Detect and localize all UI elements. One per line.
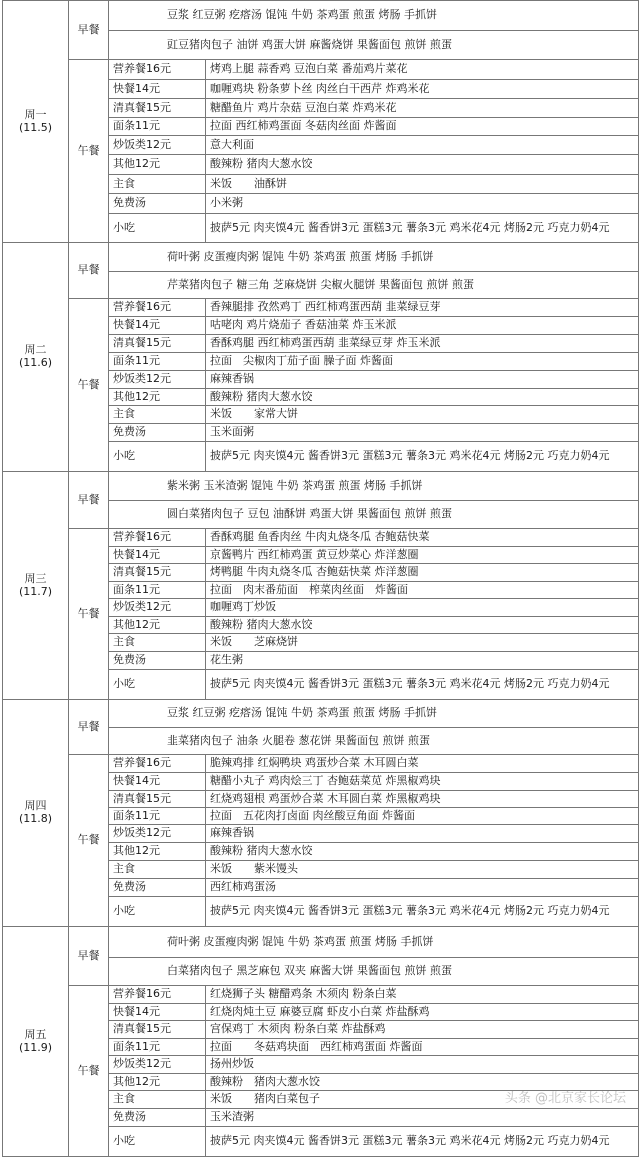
lunch-item-name: 其他12元 [109, 617, 206, 634]
day-date: (11.5) [18, 120, 53, 134]
lunch-item-dishes: 糖醋鱼片 鸡片杂菇 豆泡白菜 炸鸡米花 [206, 99, 639, 118]
lunch-item-name: 炒饭类12元 [109, 599, 206, 617]
breakfast-row [3, 243, 639, 272]
lunch-item-name: 主食 [109, 861, 206, 879]
lunch-item-dishes: 香酥鸡腿 西红柿鸡蛋西葫 韭菜绿豆芽 炸玉米派 [206, 335, 639, 353]
lunch-item-name: 小吃 [109, 670, 206, 700]
lunch-row [3, 299, 639, 317]
lunch-item-dishes: 拉面 肉末番茄面 榨菜肉丝面 炸酱面 [206, 582, 639, 599]
lunch-item-dishes: 扬州炒饭 [206, 1056, 639, 1074]
lunch-item-name: 免费汤 [109, 424, 206, 442]
lunch-item-name: 清真餐15元 [109, 1021, 206, 1039]
lunch-row [3, 60, 639, 80]
lunch-item-dishes: 酸辣粉 猪肉大葱水饺 [206, 843, 639, 861]
lunch-item-dishes: 酸辣粉 猪肉大葱水饺 [206, 389, 639, 406]
lunch-item-dishes: 米饭 芝麻烧饼 [206, 634, 639, 652]
lunch-item-name: 快餐14元 [109, 80, 206, 99]
lunch-item-name: 清真餐15元 [109, 564, 206, 582]
lunch-item-dishes: 香辣腿排 孜然鸡丁 西红柿鸡蛋西葫 韭菜绿豆芽 [206, 299, 639, 317]
day-name: 周二 [24, 343, 47, 357]
breakfast-items: 紫米粥 玉米渣粥 馄饨 牛奶 茶鸡蛋 煎蛋 烤肠 手抓饼 [109, 472, 639, 501]
lunch-item-dishes: 红烧鸡翅根 鸡蛋炒合菜 木耳圆白菜 炸黑椒鸡块 [206, 791, 639, 808]
lunch-item-dishes: 咕咾肉 鸡片烧茄子 香菇油菜 炸玉米派 [206, 317, 639, 335]
breakfast-items: 豆浆 红豆粥 疙瘩汤 馄饨 牛奶 茶鸡蛋 煎蛋 烤肠 手抓饼 [109, 700, 639, 728]
lunch-item-name: 其他12元 [109, 1074, 206, 1091]
lunch-item-dishes: 拉面 冬菇鸡块面 西红柿鸡蛋面 炸酱面 [206, 1039, 639, 1056]
lunch-item-name: 小吃 [109, 442, 206, 472]
lunch-item-name: 小吃 [109, 1127, 206, 1157]
lunch-item-dishes: 麻辣香锅 [206, 825, 639, 843]
lunch-label: 午餐 [69, 986, 109, 1157]
lunch-item-dishes: 西红柿鸡蛋汤 [206, 879, 639, 897]
lunch-item-dishes: 香酥鸡腿 鱼香肉丝 牛肉丸烧冬瓜 杏鲍菇快菜 [206, 529, 639, 547]
lunch-row [3, 986, 639, 1004]
lunch-item-name: 主食 [109, 406, 206, 424]
day-cell [3, 472, 69, 700]
lunch-item-name: 清真餐15元 [109, 791, 206, 808]
lunch-item-dishes: 小米粥 [206, 194, 639, 214]
lunch-item-dishes: 咖喱鸡丁炒饭 [206, 599, 639, 617]
lunch-item-dishes: 玉米渣粥 [206, 1109, 639, 1127]
lunch-item-name: 免费汤 [109, 1109, 206, 1127]
lunch-item-dishes: 披萨5元 肉夹馍4元 酱香饼3元 蛋糕3元 薯条3元 鸡米花4元 烤肠2元 巧克力奶4元 [206, 1127, 639, 1157]
lunch-item-dishes: 脆辣鸡排 红焖鸭块 鸡蛋炒合菜 木耳圆白菜 [206, 755, 639, 773]
breakfast-items: 白菜猪肉包子 黑芝麻包 双夹 麻酱大饼 果酱面包 煎饼 煎蛋 [109, 958, 639, 986]
lunch-item-name: 其他12元 [109, 843, 206, 861]
lunch-item-name: 其他12元 [109, 155, 206, 175]
day-name: 周五 [24, 1027, 47, 1041]
menu-body [3, 1, 639, 1157]
day-cell [3, 1, 69, 243]
breakfast-row [3, 1, 639, 31]
lunch-item-dishes: 玉米面粥 [206, 424, 639, 442]
lunch-item-dishes: 酸辣粉 猪肉大葱水饺 [206, 155, 639, 175]
lunch-item-dishes: 米饭 油酥饼 [206, 175, 639, 194]
day-cell [3, 927, 69, 1157]
lunch-item-name: 快餐14元 [109, 547, 206, 564]
day-date: (11.6) [18, 356, 53, 369]
breakfast-items: 豆浆 红豆粥 疙瘩汤 馄饨 牛奶 茶鸡蛋 煎蛋 烤肠 手抓饼 [109, 1, 639, 31]
lunch-item-dishes: 披萨5元 肉夹馍4元 酱香饼3元 蛋糕3元 薯条3元 鸡米花4元 烤肠2元 巧克力奶4元 [206, 442, 639, 472]
breakfast-items: 韭菜猪肉包子 油条 火腿卷 葱花饼 果酱面包 煎饼 煎蛋 [109, 728, 639, 755]
day-name: 周三 [24, 571, 47, 585]
lunch-item-name: 面条11元 [109, 582, 206, 599]
lunch-item-name: 面条11元 [109, 1039, 206, 1056]
day-name: 周四 [24, 799, 47, 813]
lunch-item-name: 面条11元 [109, 353, 206, 371]
breakfast-label: 早餐 [69, 472, 109, 529]
lunch-item-dishes: 红烧狮子头 糖醋鸡条 木须肉 粉条白菜 [206, 986, 639, 1004]
lunch-item-name: 其他12元 [109, 389, 206, 406]
lunch-item-dishes: 米饭 猪肉白菜包子 [206, 1091, 639, 1109]
lunch-item-dishes: 拉面 尖椒肉丁茄子面 臊子面 炸酱面 [206, 353, 639, 371]
breakfast-label: 早餐 [69, 243, 109, 299]
day-date: (11.9) [18, 1040, 53, 1054]
lunch-item-dishes: 米饭 紫米馒头 [206, 861, 639, 879]
lunch-item-dishes: 酸辣粉 猪肉大葱水饺 [206, 617, 639, 634]
breakfast-items: 圆白菜猪肉包子 豆包 油酥饼 鸡蛋大饼 果酱面包 煎饼 煎蛋 [109, 501, 639, 529]
lunch-item-name: 炒饭类12元 [109, 136, 206, 155]
lunch-item-dishes: 京酱鸭片 西红柿鸡蛋 黄豆炒菜心 炸洋葱圈 [206, 547, 639, 564]
lunch-item-name: 小吃 [109, 897, 206, 927]
lunch-label: 午餐 [69, 299, 109, 472]
lunch-item-dishes: 米饭 家常大饼 [206, 406, 639, 424]
day-cell [3, 700, 69, 927]
lunch-item-name: 快餐14元 [109, 773, 206, 791]
lunch-item-dishes: 拉面 西红柿鸡蛋面 冬菇肉丝面 炸酱面 [206, 118, 639, 136]
breakfast-label: 早餐 [69, 927, 109, 986]
breakfast-label: 早餐 [69, 1, 109, 60]
lunch-item-name: 主食 [109, 175, 206, 194]
lunch-item-name: 营养餐16元 [109, 60, 206, 80]
watermark: 头条 @北京家长论坛 [504, 1091, 626, 1106]
lunch-item-dishes: 披萨5元 肉夹馍4元 酱香饼3元 蛋糕3元 薯条3元 鸡米花4元 烤肠2元 巧克力奶4元 [206, 214, 639, 243]
lunch-item-name: 快餐14元 [109, 1004, 206, 1021]
lunch-item-name: 营养餐16元 [109, 755, 206, 773]
lunch-item-dishes: 红烧肉炖土豆 麻婆豆腐 虾皮小白菜 炸盐酥鸡 [206, 1004, 639, 1021]
day-date: (11.8) [18, 812, 53, 825]
day-cell [3, 243, 69, 472]
lunch-item-name: 主食 [109, 1091, 206, 1109]
day-date: (11.7) [18, 584, 53, 598]
lunch-item-dishes: 糖醋小丸子 鸡肉烩三丁 杏鲍菇菜苋 炸黑椒鸡块 [206, 773, 639, 791]
lunch-item-dishes: 披萨5元 肉夹馍4元 酱香饼3元 蛋糕3元 薯条3元 鸡米花4元 烤肠2元 巧克力奶4元 [206, 670, 639, 700]
lunch-item-name: 营养餐16元 [109, 529, 206, 547]
lunch-item-dishes: 拉面 五花肉打卤面 肉丝酸豆角面 炸酱面 [206, 808, 639, 825]
breakfast-label: 早餐 [69, 700, 109, 755]
lunch-item-name: 面条11元 [109, 118, 206, 136]
lunch-item-name: 清真餐15元 [109, 99, 206, 118]
menu-table [2, 0, 639, 1157]
breakfast-items: 荷叶粥 皮蛋瘦肉粥 馄饨 牛奶 茶鸡蛋 煎蛋 烤肠 手抓饼 [109, 927, 639, 958]
lunch-item-name: 炒饭类12元 [109, 825, 206, 843]
breakfast-row [3, 927, 639, 958]
lunch-row [3, 755, 639, 773]
breakfast-items: 芹菜猪肉包子 糖三角 芝麻烧饼 尖椒火腿饼 果酱面包 煎饼 煎蛋 [109, 272, 639, 299]
lunch-item-name: 主食 [109, 634, 206, 652]
lunch-label: 午餐 [69, 60, 109, 243]
lunch-item-name: 免费汤 [109, 194, 206, 214]
lunch-item-dishes: 咖喱鸡块 粉条萝卜丝 肉丝白干西芹 炸鸡米花 [206, 80, 639, 99]
lunch-item-name: 免费汤 [109, 652, 206, 670]
lunch-item-dishes: 披萨5元 肉夹馍4元 酱香饼3元 蛋糕3元 薯条3元 鸡米花4元 烤肠2元 巧克力奶4元 [206, 897, 639, 927]
lunch-item-name: 炒饭类12元 [109, 1056, 206, 1074]
lunch-item-dishes: 宫保鸡丁 木须肉 粉条白菜 炸盐酥鸡 [206, 1021, 639, 1039]
lunch-item-name: 快餐14元 [109, 317, 206, 335]
lunch-item-name: 免费汤 [109, 879, 206, 897]
lunch-item-dishes: 麻辣香锅 [206, 371, 639, 389]
breakfast-items: 豇豆猪肉包子 油饼 鸡蛋大饼 麻酱烧饼 果酱面包 煎饼 煎蛋 [109, 31, 639, 60]
lunch-item-dishes: 烤鸡上腿 蒜香鸡 豆泡白菜 番茄鸡片菜花 [206, 60, 639, 80]
lunch-item-name: 面条11元 [109, 808, 206, 825]
lunch-row [3, 529, 639, 547]
lunch-item-name: 炒饭类12元 [109, 371, 206, 389]
lunch-item-dishes: 烤鸭腿 牛肉丸烧冬瓜 杏鲍菇快菜 炸洋葱圈 [206, 564, 639, 582]
day-name: 周一 [24, 107, 47, 121]
lunch-item-dishes: 酸辣粉 猪肉大葱水饺 [206, 1074, 639, 1091]
lunch-item-dishes: 意大利面 [206, 136, 639, 155]
breakfast-row [3, 472, 639, 501]
lunch-item-name: 营养餐16元 [109, 299, 206, 317]
lunch-item-name: 小吃 [109, 214, 206, 243]
lunch-label: 午餐 [69, 755, 109, 927]
breakfast-row [3, 700, 639, 728]
lunch-item-name: 清真餐15元 [109, 335, 206, 353]
lunch-label: 午餐 [69, 529, 109, 700]
breakfast-items: 荷叶粥 皮蛋瘦肉粥 馄饨 牛奶 茶鸡蛋 煎蛋 烤肠 手抓饼 [109, 243, 639, 272]
lunch-item-name: 营养餐16元 [109, 986, 206, 1004]
lunch-item-dishes: 花生粥 [206, 652, 639, 670]
